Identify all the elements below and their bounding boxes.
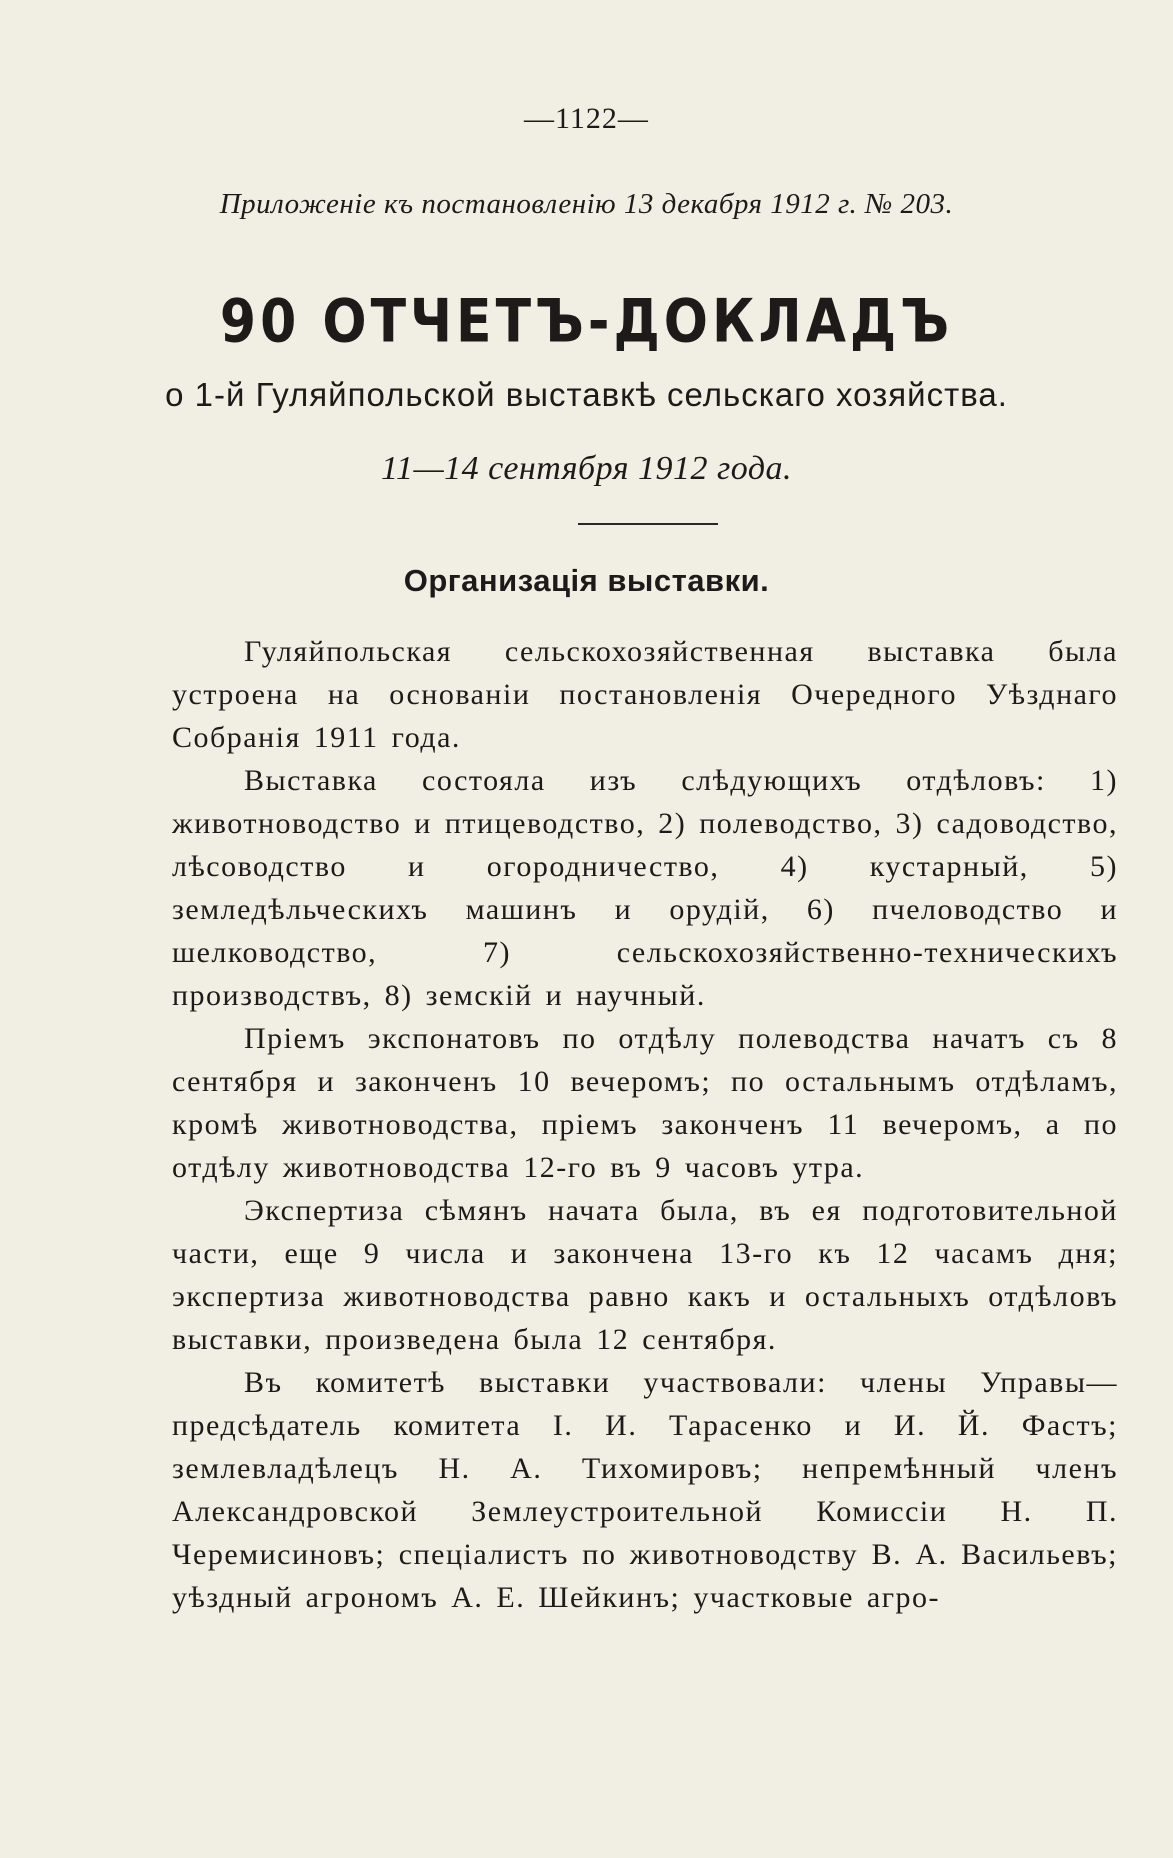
paragraph: Экспертиза сѣмянъ начата была, въ ея подготовительной части, еще 9 числа и закончена 13-го къ 12 часамъ дня; экспертиза животноводства равно какъ и остальныхъ отдѣловъ выставки, произведена была 12 сентября. xyxy=(172,1194,1118,1356)
paragraph: Выставка состояла изъ слѣдующихъ отдѣловъ: 1) животноводство и птицеводство, 2) полеводство, 3) садоводство, лѣсоводство и огородничество, 4) кустарный, 5) земледѣльческихъ машинъ и орудій, 6) пчеловодство и шелководство, 7) сельскохозяйственно-техническихъ производствъ, 8) земскій и научный. xyxy=(172,764,1118,1012)
paragraph: Въ комитетѣ выставки участвовали: члены Управы—предсѣдатель комитета І. И. Тарасенко и И. Й. Фастъ; землевладѣлецъ Н. А. Тихомировъ; непремѣнный членъ Александровской Землеустроительной Комиссіи Н. П. Черемисиновъ; спеціалистъ по животноводству В. А. Васильевъ; уѣздный агрономъ А. Е. Шейкинъ; участковые агро- xyxy=(172,1366,1118,1614)
section-heading: Организація выставки. xyxy=(403,563,770,598)
main-title: 90 ОТЧЕТЪ-ДОКЛАДЪ xyxy=(219,287,954,357)
appendix-note: Приложеніе къ постановленію 13 декабря 1912 г. № 203. xyxy=(219,188,954,220)
page-number: —1122— xyxy=(524,102,649,135)
body-text xyxy=(172,630,1118,1619)
paragraph: Гуляйпольская сельскохозяйственная выставка была устроена на основаніи постановленія Очередного Уѣзднаго Собранія 1911 года. xyxy=(172,635,1118,754)
exhibition-dates: 11—14 сентября 1912 года. xyxy=(380,450,793,487)
paragraph: Пріемъ экспонатовъ по отдѣлу полеводства начатъ съ 8 сентября и законченъ 10 вечеромъ; по остальнымъ отдѣламъ, кромѣ животноводства, пріемъ законченъ 11 вечеромъ, а по отдѣлу животноводства 12-го въ 9 часовъ утра. xyxy=(172,1022,1118,1184)
title-divider xyxy=(578,523,718,525)
subtitle: о 1-й Гуляйпольской выставкѣ сельскаго хозяйства. xyxy=(165,376,1008,413)
